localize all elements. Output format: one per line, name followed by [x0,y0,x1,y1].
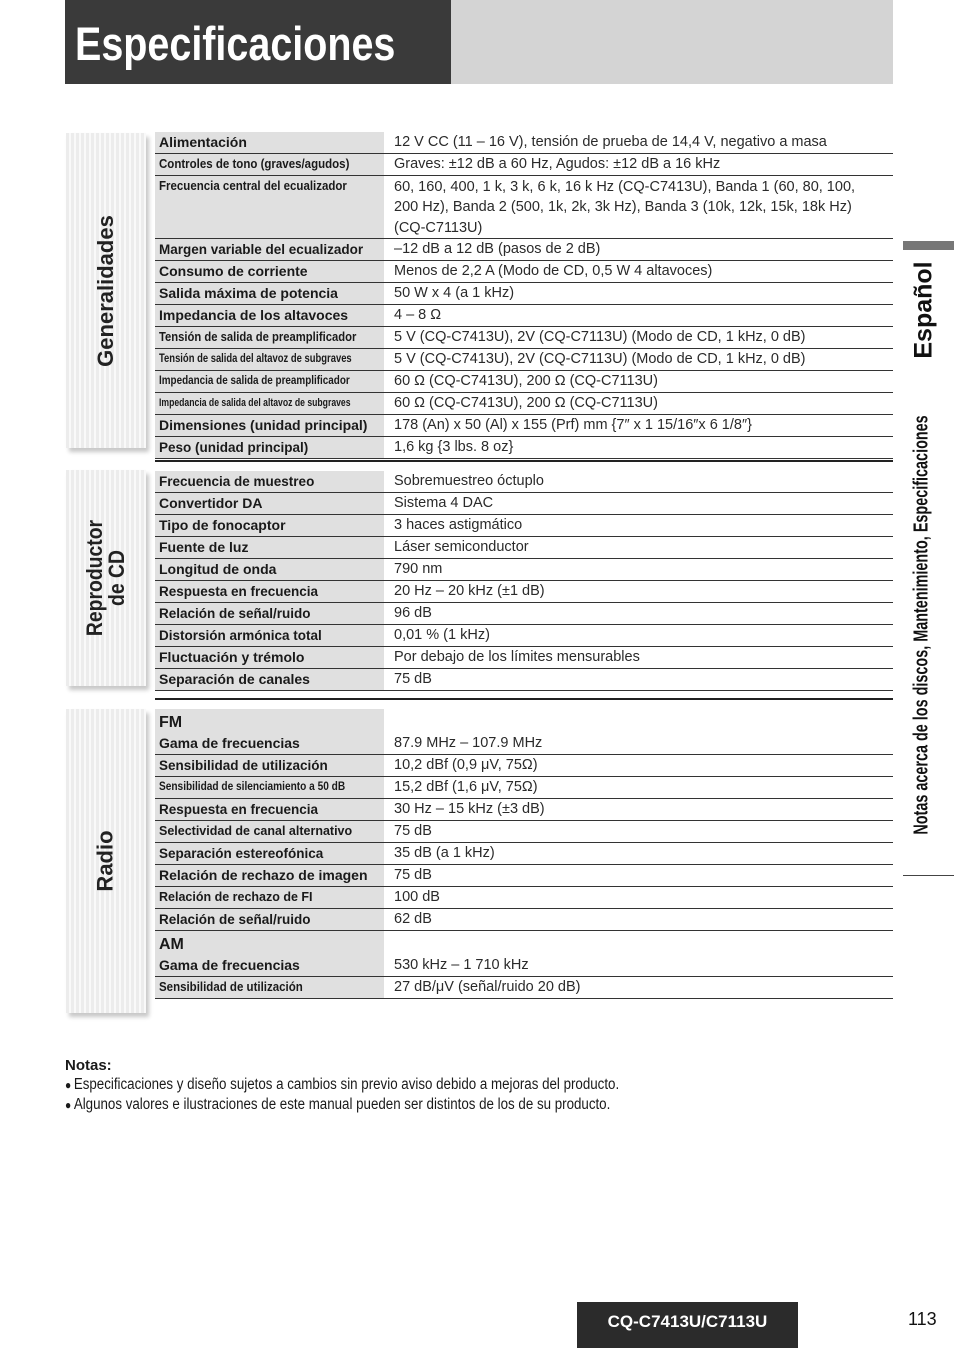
spec-value: 75 dB [394,867,432,883]
spec-table-generalidades [155,132,893,459]
spec-key: Impedancia de salida del altavoz de subgraves [155,393,384,414]
spec-row [155,437,893,459]
spec-value: Por debajo de los límites mensurables [394,649,640,665]
spec-row [155,305,893,327]
band-heading-am [155,931,893,955]
spec-key: Selectividad de canal alternativo [155,821,384,842]
spec-row [155,283,893,305]
spec-key: Tensión de salida del altavoz de subgraves [155,349,384,370]
notes-title: Notas: [65,1057,112,1074]
spec-value: 20 Hz – 20 kHz (±1 dB) [394,583,545,599]
spec-value: 87.9 MHz – 107.9 MHz [394,735,543,751]
section-label-radio: Radio [93,830,118,892]
spec-key: Dimensiones (unidad principal) [155,415,384,436]
spec-value: Láser semiconductor [394,539,529,555]
spec-value: Sobremuestreo óctuplo [394,473,544,489]
spec-row [155,415,893,437]
spec-key: Fluctuación y trémolo [155,647,384,668]
band-heading-fm [155,709,893,733]
spec-value: Graves: ±12 dB a 60 Hz, Agudos: ±12 dB a 16 kHz [394,156,721,172]
spec-row [155,371,893,393]
spec-key: Frecuencia de muestreo [155,471,384,492]
spec-key: Peso (unidad principal) [155,437,384,458]
spec-value: 60 Ω (CQ-C7413U), 200 Ω (CQ-C7113U) [394,372,658,389]
spec-value: Sistema 4 DAC [394,495,494,511]
spec-row [155,647,893,669]
notes-block [65,1057,895,1115]
side-rule-bottom [903,875,954,876]
spec-value: 27 dB/μV (señal/ruido 20 dB) [394,979,581,995]
spec-row [155,559,893,581]
spec-value: 10,2 dBf (0,9 μV, 75Ω) [394,757,538,773]
spec-row [155,327,893,349]
spec-value: 62 dB [394,911,432,927]
spec-key: Sensibilidad de silenciamiento a 50 dB [155,777,384,798]
spec-row [155,393,893,415]
spec-value: 50 W x 4 (a 1 kHz) [394,284,515,301]
spec-row [155,603,893,625]
spec-key: Frecuencia central del ecualizador [155,176,384,238]
spec-row [155,176,893,239]
spec-key: Sensibilidad de utilización [155,755,384,776]
spec-key: Fuente de luz [155,537,384,558]
spec-key: Respuesta en frecuencia [155,581,384,602]
model-badge: CQ-C7413U/C7113U [577,1302,798,1348]
spec-key: Distorsión armónica total [155,625,384,646]
section-divider [155,698,893,700]
spec-key: Relación de señal/ruido [155,603,384,624]
spec-key: Controles de tono (graves/agudos) [155,154,384,175]
section-tab-radio [66,709,146,1013]
spec-row [155,515,893,537]
spec-key: Longitud de onda [155,559,384,580]
spec-key: Salida máxima de potencia [155,283,384,304]
spec-value: 3 haces astigmático [394,517,523,533]
spec-value: 35 dB (a 1 kHz) [394,845,495,861]
spec-key: Relación de señal/ruido [155,909,384,930]
section-tab-reproductor-cd [66,470,146,686]
spec-key: Separación de canales [155,669,384,690]
spec-key: Impedancia de los altavoces [155,305,384,326]
side-language-label: Español [909,261,938,359]
spec-row [155,581,893,603]
spec-value: 60 Ω (CQ-C7413U), 200 Ω (CQ-C7113U) [394,394,658,411]
spec-key: Consumo de corriente [155,261,384,282]
spec-row [155,887,893,909]
spec-key: Respuesta en frecuencia [155,799,384,820]
spec-value: 4 – 8 Ω [394,306,442,323]
spec-key: Convertidor DA [155,493,384,514]
spec-value: 0,01 % (1 kHz) [394,627,490,643]
spec-row [155,154,893,176]
bullet-icon: ● [65,1078,72,1092]
spec-row [155,755,893,777]
spec-key: Margen variable del ecualizador [155,239,384,260]
spec-value: 178 (An) x 50 (Al) x 155 (Prf) mm {7″ x 1 15/16″x 6 1/8″} [394,416,752,433]
note-item [65,1075,779,1095]
spec-value: Menos de 2,2 A (Modo de CD, 0,5 W 4 altavoces) [394,262,713,279]
spec-row [155,777,893,799]
spec-row [155,865,893,887]
fm-label: FM [155,709,384,733]
spec-row [155,493,893,515]
spec-table-radio [155,709,893,999]
spec-key: Tipo de fonocaptor [155,515,384,536]
spec-value: 75 dB [394,671,432,687]
spec-row [155,239,893,261]
spec-row [155,909,893,931]
spec-row [155,625,893,647]
spec-row [155,261,893,283]
section-label-reproductor-cd: Reproductor de CD [82,519,129,637]
spec-row [155,537,893,559]
bullet-icon: ● [65,1098,72,1112]
am-label: AM [155,931,384,955]
spec-value: 60, 160, 400, 1 k, 3 k, 6 k, 16 k Hz (CQ-C7413U), Banda 1 (60, 80, 100, 200 Hz), Banda 2 (500, 1k, 2k, 3k Hz), Banda 3 (10k, 12k, 15k, 18k Hz) (CQ-C7113U) [394,179,856,236]
section-divider [155,460,893,462]
spec-row [155,132,893,154]
spec-value: 30 Hz – 15 kHz (±3 dB) [394,801,545,817]
spec-value: 530 kHz – 1 710 kHz [394,957,529,973]
spec-key: Tensión de salida de preamplificador [155,327,384,348]
spec-key: Relación de rechazo de imagen [155,865,384,886]
side-section-label: Notas acerca de los discos, Mantenimiento, Especificaciones [910,415,933,835]
page-number: 113 [908,1309,937,1329]
spec-value: 5 V (CQ-C7413U), 2V (CQ-C7113U) (Modo de CD, 1 kHz, 0 dB) [394,350,806,367]
spec-value: 1,6 kg {3 lbs. 8 oz} [394,438,514,455]
spec-key: Alimentación [155,132,384,153]
page-title: Especificaciones [75,17,396,70]
spec-row [155,843,893,865]
note-item [65,1095,779,1115]
spec-value: 12 V CC (11 – 16 V), tensión de prueba de 14,4 V, negativo a masa [394,134,827,150]
note-text: Especificaciones y diseño sujetos a cambios sin previo aviso debido a mejoras del producto. [73,1076,620,1093]
spec-key: Relación de rechazo de FI [155,887,384,908]
spec-row [155,955,893,977]
spec-row [155,349,893,371]
spec-key: Impedancia de salida de preamplificador [155,371,384,392]
spec-value: 75 dB [394,823,432,839]
section-label-generalidades: Generalidades [93,214,119,367]
spec-row [155,733,893,755]
spec-key: Gama de frecuencias [155,955,384,976]
spec-row [155,799,893,821]
spec-row [155,669,893,691]
spec-key: Gama de frecuencias [155,733,384,754]
spec-row [155,821,893,843]
spec-value: –12 dB a 12 dB (pasos de 2 dB) [394,240,601,257]
spec-key: Separación estereofónica [155,843,384,864]
spec-key: Sensibilidad de utilización [155,977,384,998]
spec-row [155,471,893,493]
spec-value: 15,2 dBf (1,6 μV, 75Ω) [394,779,538,795]
spec-value: 790 nm [394,561,443,577]
side-rule-top [903,241,954,250]
spec-table-reproductor-cd [155,471,893,691]
section-tab-generalidades [66,133,146,448]
note-text: Algunos valores e ilustraciones de este manual pueden ser distintos de los de su producto. [73,1096,611,1113]
spec-value: 96 dB [394,605,432,621]
spec-value: 5 V (CQ-C7413U), 2V (CQ-C7113U) (Modo de CD, 1 kHz, 0 dB) [394,328,806,345]
spec-row [155,977,893,999]
spec-value: 100 dB [394,889,440,905]
